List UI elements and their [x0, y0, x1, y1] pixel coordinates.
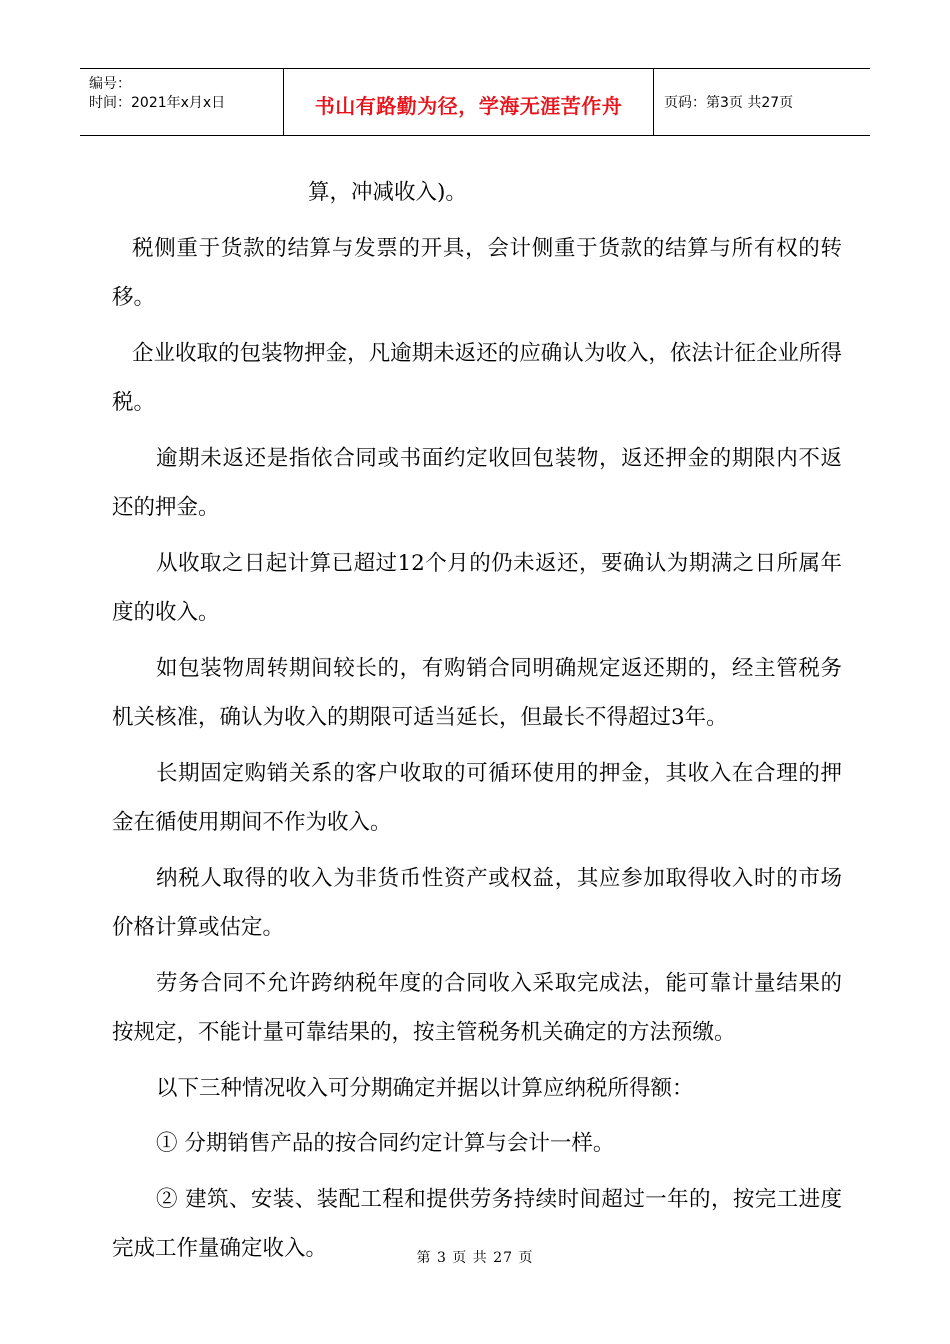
paragraph: 纳税人取得的收入为非货币性资产或权益，其应参加取得收入时的市场价格计算或估定。	[112, 865, 842, 940]
paragraph: 长期固定购销关系的客户收取的可循环使用的押金，其收入在合理的押金在循使用期间不作为收入。	[112, 760, 842, 835]
paragraph: 税侧重于货款的结算与发票的开具，会计侧重于货款的结算与所有权的转移。	[112, 235, 842, 310]
paragraph: 从收取之日起计算已超过12个月的仍未返还，要确认为期满之日所属年度的收入。	[112, 550, 842, 625]
paragraph: 企业收取的包装物押金，凡逾期未返还的应确认为收入，依法计征企业所得税。	[112, 340, 842, 415]
paragraph: 如包装物周转期间较长的，有购销合同明确规定返还期的，经主管税务机关核准，确认为收入的期限可适当延长，但最长不得超过3年。	[112, 655, 842, 730]
header-meta	[80, 69, 284, 135]
paragraph-continuation: 算，冲减收入)。	[308, 180, 467, 205]
document-time-label: 时间：2021年x月x日	[89, 95, 226, 111]
document-number-label: 编号：	[89, 76, 131, 92]
header-motto-cell	[284, 69, 654, 135]
list-item: ② 建筑、安装、装配工程和提供劳务持续时间超过一年的，按完工进度完成工作量确定收入。	[112, 1186, 842, 1261]
paragraph: 劳务合同不允许跨纳税年度的合同收入采取完成法，能可靠计量结果的按规定，不能计量可靠结果的，按主管税务机关确定的方法预缴。	[112, 970, 842, 1045]
document-header	[80, 68, 870, 136]
header-page-info: 页码：第3页 共27页	[664, 95, 794, 111]
document-body	[112, 168, 842, 1274]
page-footer: 第 3 页 共 27 页	[416, 1250, 534, 1266]
paragraph: 以下三种情况收入可分期确定并据以计算应纳税所得额：	[156, 1075, 694, 1101]
paragraph: 逾期未返还是指依合同或书面约定收回包装物，返还押金的期限内不返还的押金。	[112, 445, 842, 520]
list-item: ① 分期销售产品的按合同约定计算与会计一样。	[156, 1131, 615, 1156]
header-page-info-cell	[654, 69, 870, 135]
header-motto: 书山有路勤为径，学海无涯苦作舟	[314, 93, 623, 118]
